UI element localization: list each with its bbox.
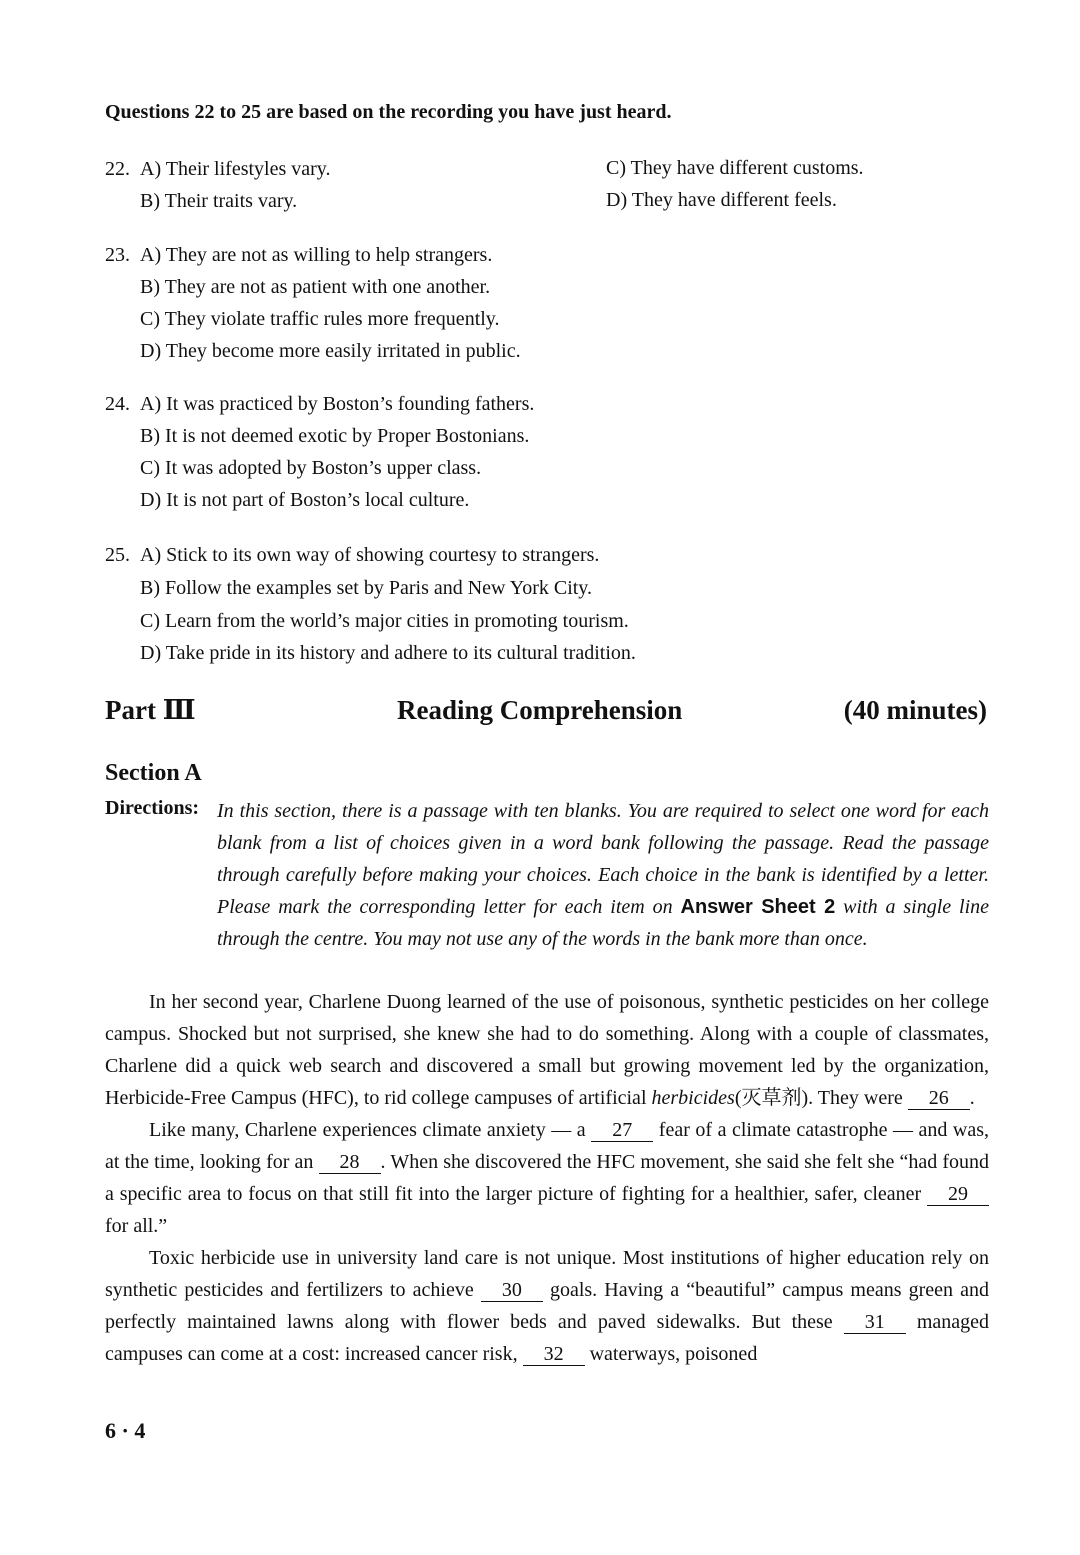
passage-paragraph-1 [105,986,989,1114]
blank-26[interactable]: 26 [908,1087,970,1110]
p1-text-a: In her second year, Charlene Duong learned of the use of poisonous, synthetic pesticides on her college campus. Shocked but not surprised, she knew she had to do something. Along with a couple of classmates, Charlene did a quick web search and discovered a small but growing movement led by the organization, Herbicide-Free Campus (HFC), to rid college campuses of artificial [105,991,989,1109]
part-time: (40 minutes) [843,695,987,725]
p1-term: herbicides [651,1087,735,1109]
q22-option-a: A) Their lifestyles vary. [140,158,331,180]
directions-part-1: In this section, there is a passage with ten blanks. You are required to select one word for each blank from a list of choices given in a word bank following the passage. Read the passage through carefully before making your choices. Each choice in the bank is identified by a letter. Please mark the corresponding letter for each item on [217,800,989,918]
page-number: 6 · 4 [105,1418,146,1443]
q22-number: 22. [105,158,130,180]
q22-option-d: D) They have different feels. [606,189,837,211]
p2-text-c: . When she discovered the HFC movement, she said she felt she “had found a specific area to focus on that still fit into the larger picture of fighting for a healthier, safer, cleaner [105,1151,989,1205]
q23-option-b: B) They are not as patient with one another. [140,276,491,298]
q24-number: 24. [105,393,130,415]
blank-31[interactable]: 31 [844,1311,906,1334]
q23-option-d: D) They become more easily irritated in public. [140,340,521,362]
q25-number: 25. [105,544,130,566]
q25-option-b: B) Follow the examples set by Paris and New York City. [140,577,593,599]
listening-heading: Questions 22 to 25 are based on the recording you have just heard. [105,101,672,123]
part-heading [105,695,987,731]
q23-number: 23. [105,244,130,266]
p1-gloss: (灭草剂) [734,1087,809,1109]
q22-option-c: C) They have different customs. [606,157,864,179]
q25-option-c: C) Learn from the world’s major cities in promoting tourism. [140,610,629,632]
p3-text-d: waterways, poisoned [589,1343,758,1365]
section-title: Section A [105,760,202,786]
q25-option-d: D) Take pride in its history and adhere to its cultural tradition. [140,642,636,664]
blank-29[interactable]: 29 [927,1183,989,1206]
q24-option-b: B) It is not deemed exotic by Proper Bostonians. [140,425,530,447]
q23-option-a: A) They are not as willing to help strangers. [140,244,493,266]
q22-option-b: B) Their traits vary. [140,190,298,212]
q25-option-a: A) Stick to its own way of showing courtesy to strangers. [140,544,600,566]
q24-option-c: C) It was adopted by Boston’s upper class. [140,457,482,479]
p2-text-d: for all.” [105,1215,168,1237]
blank-30[interactable]: 30 [481,1279,543,1302]
q23-option-c: C) They violate traffic rules more frequently. [140,308,500,330]
p1-text-b: . They were [808,1087,903,1109]
passage-paragraph-3 [105,1242,989,1370]
q24-option-d: D) It is not part of Boston’s local culture. [140,489,470,511]
reading-passage [105,986,989,1370]
blank-27[interactable]: 27 [591,1119,653,1142]
directions-part-2: with a single line through the centre. You may not use any of the words in the bank more than once. [217,896,990,950]
part-title: Reading Comprehension [397,695,683,725]
p3-text-b: goals. Having a “beautiful” campus means green and perfectly maintained lawns along with flower beds and paved sidewalks. But these [105,1279,989,1333]
directions-label: Directions: [105,797,200,819]
p2-text-a: Like many, Charlene experiences climate anxiety — a [149,1119,586,1141]
part-label: Part Ⅲ [105,695,196,725]
p3-text-a: Toxic herbicide use in university land care is not unique. Most institutions of higher education rely on synthetic pesticides and fertilizers to achieve [105,1247,989,1301]
p2-text-b: fear of a climate catastrophe — and was, at the time, looking for an [105,1119,990,1173]
p3-text-c: managed campuses can come at a cost: increased cancer risk, [105,1311,990,1365]
directions-text [217,795,989,955]
blank-32[interactable]: 32 [523,1343,585,1366]
passage-paragraph-2 [105,1114,989,1242]
blank-28[interactable]: 28 [319,1151,381,1174]
q24-option-a: A) It was practiced by Boston’s founding fathers. [140,393,535,415]
p1-text-c: . [969,1087,975,1109]
answer-sheet-label: Answer Sheet 2 [680,896,836,918]
